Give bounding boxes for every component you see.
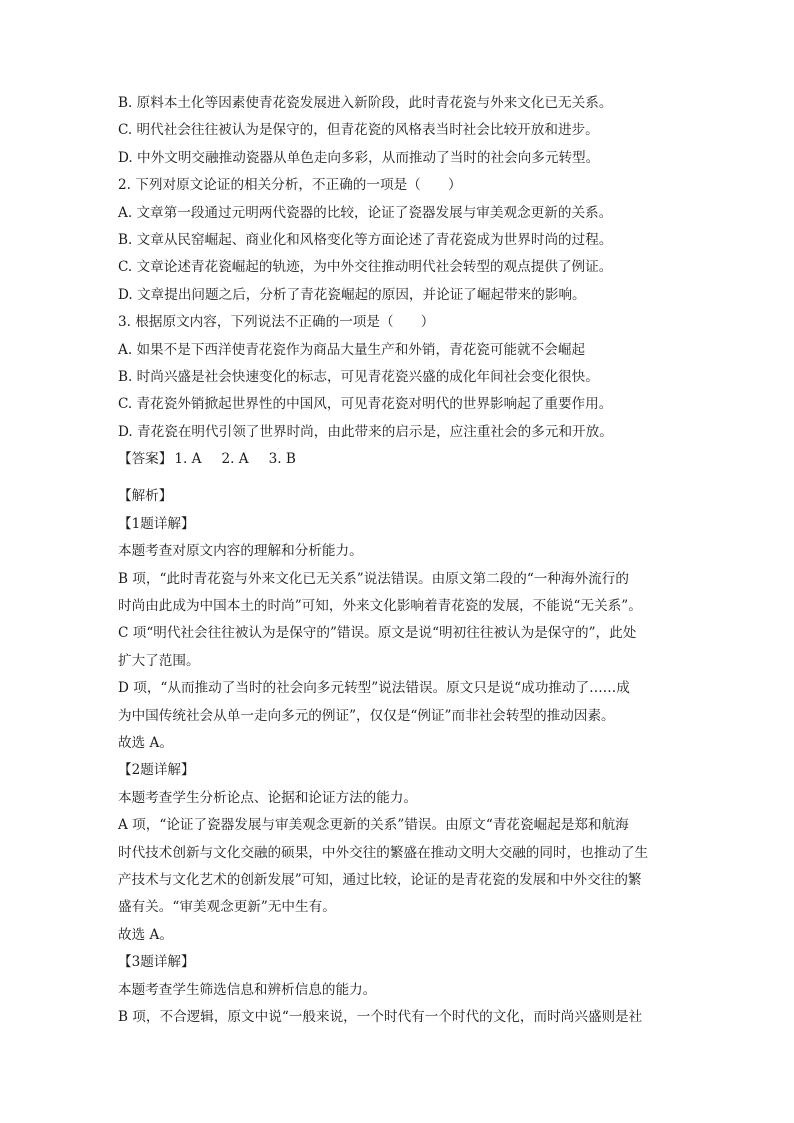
q2-analysis-line: 本题考查学生分析论点、论据和论证方法的能力。 <box>118 789 418 806</box>
q1-option-c: C. 明代社会往往被认为是保守的，但青花瓷的风格表当时社会比较开放和进步。 <box>118 122 599 139</box>
spacer <box>118 473 678 483</box>
q1-analysis-line: B 项，“此时青花瓷与外来文化已无关系”说法错误。由原文第二段的“一种海外流行的 <box>118 570 629 587</box>
q1-analysis-line: 故选 A。 <box>118 734 173 751</box>
q1-option-d: D. 中外文明交融推动瓷器从单色走向多彩，从而推动了当时的社会向多元转型。 <box>118 149 600 166</box>
q3-analysis-line: 本题考查学生筛选信息和辨析信息的能力。 <box>118 981 377 998</box>
q1-analysis-line: 为中国传统社会从单一走向多元的例证”，仅仅是“例证”而非社会转型的推动因素。 <box>118 707 615 724</box>
q3-option-a: A. 如果不是下西洋使青花瓷作为商品大量生产和外销，青花瓷可能就不会崛起 <box>118 341 586 358</box>
q2-analysis-line: 故选 A。 <box>118 926 173 943</box>
q3-stem: 3. 根据原文内容，下列说法不正确的一项是（ ） <box>118 314 435 331</box>
q2-analysis-line: 时代技术创新与文化交融的硕果，中外交往的繁盛在推动文明大交融的同时，也推动了生 <box>118 844 649 861</box>
answer-row <box>118 446 678 473</box>
q2-analysis-line: A 项，“论证了瓷器发展与审美观念更新的关系”错误。由原文“青花瓷崛起是郑和航海 <box>118 817 629 834</box>
analysis-heading: 【解析】 <box>118 488 173 505</box>
answer-item-1: 1. A <box>174 451 202 468</box>
q2-option-b: B. 文章从民窑崛起、商业化和风格变化等方面论述了青花瓷成为世界时尚的过程。 <box>118 231 613 248</box>
q2-option-d: D. 文章提出问题之后，分析了青花瓷崛起的原因，并论证了崛起带来的影响。 <box>118 286 586 303</box>
q2-analysis-line: 产技术与文化艺术的创新发展”可知，通过比较，论证的是青花瓷的发展和中外交往的繁 <box>118 871 642 888</box>
q3-option-d: D. 青花瓷在明代引领了世界时尚，由此带来的启示是，应注重社会的多元和开放。 <box>118 423 613 440</box>
q1-analysis-line: D 项，“从而推动了当时的社会向多元转型”说法错误。原文只是说“成功推动了……成 <box>118 680 630 697</box>
q1-analysis-line: 扩大了范围。 <box>118 652 200 669</box>
q2-option-a: A. 文章第一段通过元明两代瓷器的比较，论证了瓷器发展与审美观念更新的关系。 <box>118 204 613 221</box>
answer-item-3: 3. B <box>268 451 296 468</box>
q2-option-c: C. 文章论述青花瓷崛起的轨迹，为中外交往推动明代社会转型的观点提供了例证。 <box>118 259 613 276</box>
q2-analysis-title: 【2题详解】 <box>118 762 195 779</box>
q1-analysis-line: 本题考查对原文内容的理解和分析能力。 <box>118 543 363 560</box>
answer-label: 【答案】 <box>118 451 173 468</box>
q1-analysis-line: C 项“明代社会往往被认为是保守的”错误。原文是说“明初往往被认为是保守的”，此处 <box>118 625 637 642</box>
document-content <box>118 90 678 1031</box>
q1-option-b: B. 原料本土化等因素使青花瓷发展进入新阶段，此时青花瓷与外来文化已无关系。 <box>118 95 613 111</box>
q3-option-c: C. 青花瓷外销掀起世界性的中国风，可见青花瓷对明代的世界影响起了重要作用。 <box>118 396 613 413</box>
q1-analysis-title: 【1题详解】 <box>118 515 195 532</box>
answer-item-2: 2. A <box>221 451 249 468</box>
q3-analysis-title: 【3题详解】 <box>118 954 195 971</box>
q2-analysis-line: 盛有关。“审美观念更新”无中生有。 <box>118 899 336 916</box>
q3-analysis-line: B 项，不合逻辑，原文中说“一般来说，一个时代有一个时代的文化，而时尚兴盛则是社 <box>118 1008 643 1025</box>
q2-stem: 2. 下列对原文论证的相关分析，不正确的一项是（ ） <box>118 177 462 194</box>
q3-option-b: B. 时尚兴盛是社会快速变化的标志，可见青花瓷兴盛的成化年间社会变化很快。 <box>118 368 599 385</box>
q1-analysis-line: 时尚由此成为中国本土的时尚”可知，外来文化影响着青花瓷的发展，不能说“无关系”。 <box>118 598 642 615</box>
